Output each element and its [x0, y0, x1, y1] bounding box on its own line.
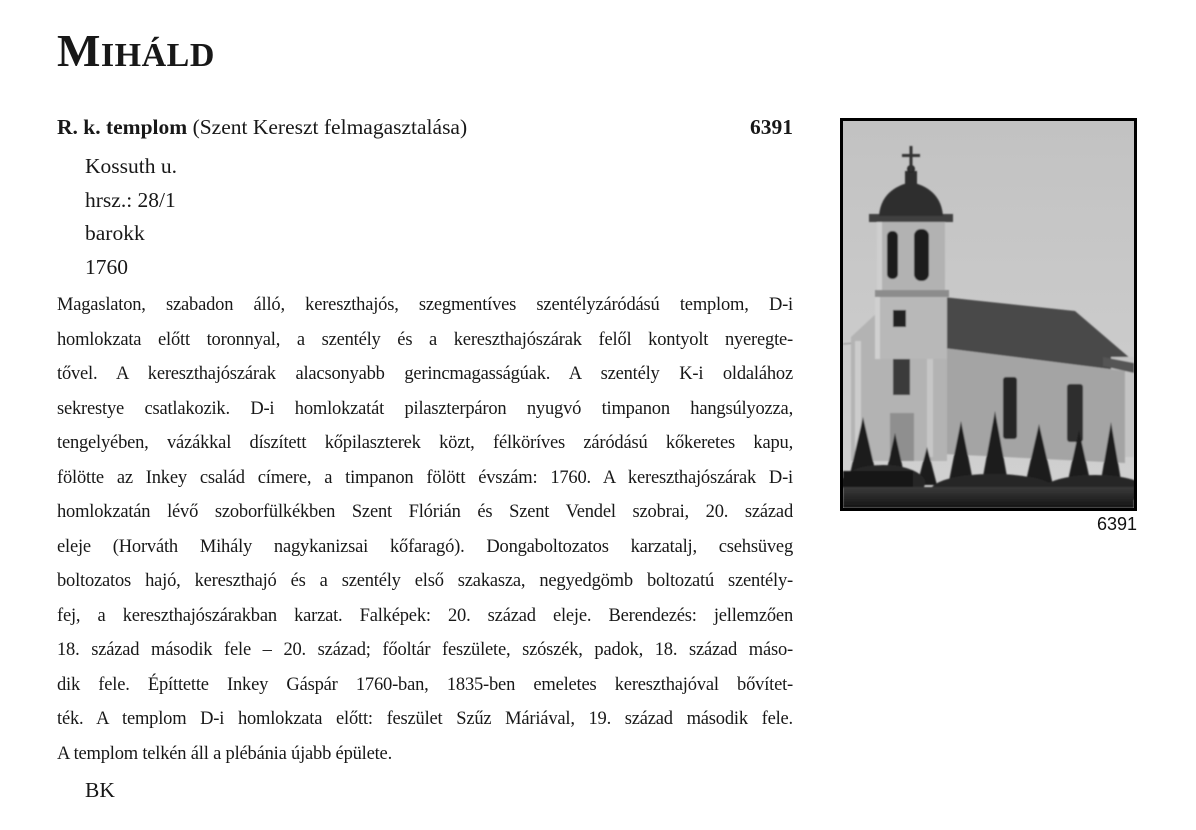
body-line: A templom telkén áll a plébánia újabb épülete.: [57, 743, 392, 764]
church-photo-rendering: [843, 121, 1134, 508]
tower-cross: [910, 146, 913, 171]
photo-figure: [840, 118, 1140, 536]
body-line: fölötte az Inkey család címere, a timpanon fölött évszám: 1760. A kereszthajószárak D-i: [57, 467, 793, 488]
entry-header: [57, 112, 793, 142]
body-line: boltozatos hajó, kereszthajó és a szentély első szakasza, negyedgömb boltozatú szentély-: [57, 571, 793, 591]
nave-window: [1003, 377, 1017, 439]
body-line: dik fele. Építtette Inkey Gáspár 1760-ban, 1835-ben emeletes kereszthajóval bővítet-: [57, 674, 793, 695]
body-line: homlokzata előtt toronnyal, a szentély és a kereszthajószárak felől kontyolt nyeregte-: [57, 329, 793, 350]
monument-entry: [57, 112, 793, 807]
author-signature: BK: [85, 778, 115, 802]
belfry-window: [914, 229, 929, 281]
monument-name: R. k. templom: [57, 115, 188, 139]
entry-meta: [57, 150, 793, 284]
body-line: 18. század második fele – 20. század; főoltár feszülete, szószék, padok, 18. század máso-: [57, 640, 793, 660]
entry-title: [57, 112, 467, 142]
meta-parcel-number: hrsz.: 28/1: [85, 187, 176, 212]
entry-description: [57, 288, 793, 771]
body-line: tővel. A kereszthajószárak alacsonyabb gerincmagasságúak. A szentély K-i oldalához: [57, 364, 793, 384]
monument-dedication: (Szent Kereszt felmagasztalása): [192, 115, 468, 139]
body-line: ték. A templom D-i homlokzata előtt: feszület Szűz Máriával, 19. század második fele.: [57, 709, 793, 729]
body-line: tengelyében, vázákkal díszített kőpilaszterek közt, félköríves záródású kőkeretes kapu,: [57, 433, 793, 453]
page-title: [57, 25, 215, 79]
facade-window: [893, 359, 910, 395]
body-line: Magaslaton, szabadon álló, kereszthajós, szegmentíves szentélyzáródású templom, D-i: [57, 295, 793, 315]
body-line: homlokzatán lévő szoborfülkékben Szent Flórián és Szent Vendel szobrai, 20. század: [57, 502, 793, 522]
meta-street: Kossuth u.: [85, 154, 177, 178]
photo-caption: 6391: [1096, 514, 1137, 534]
meta-style: barokk: [85, 221, 145, 245]
belfry-window: [887, 231, 898, 279]
tower-window-small: [893, 310, 906, 327]
entry-number: 6391: [750, 115, 793, 139]
body-line: fej, a kereszthajószárakban karzat. Falképek: 20. század eleje. Berendezés: jellemzően: [57, 605, 793, 626]
body-line: sekrestye csatlakozik. D-i homlokzatát pilaszterpáron nyugvó timpanon hangsúlyozza,: [57, 398, 793, 419]
body-line: eleje (Horváth Mihály nagykanizsai kőfaragó). Dongaboltozatos karzatalj, csehsüveg: [57, 536, 793, 557]
meta-year: 1760: [85, 254, 128, 279]
page-title-rest: IHÁLD: [100, 37, 215, 74]
page-title-initial: M: [57, 25, 101, 76]
tower-base: [875, 297, 947, 359]
church-photo: [840, 118, 1137, 511]
nave-window: [1067, 384, 1083, 442]
ground: [843, 487, 1134, 508]
